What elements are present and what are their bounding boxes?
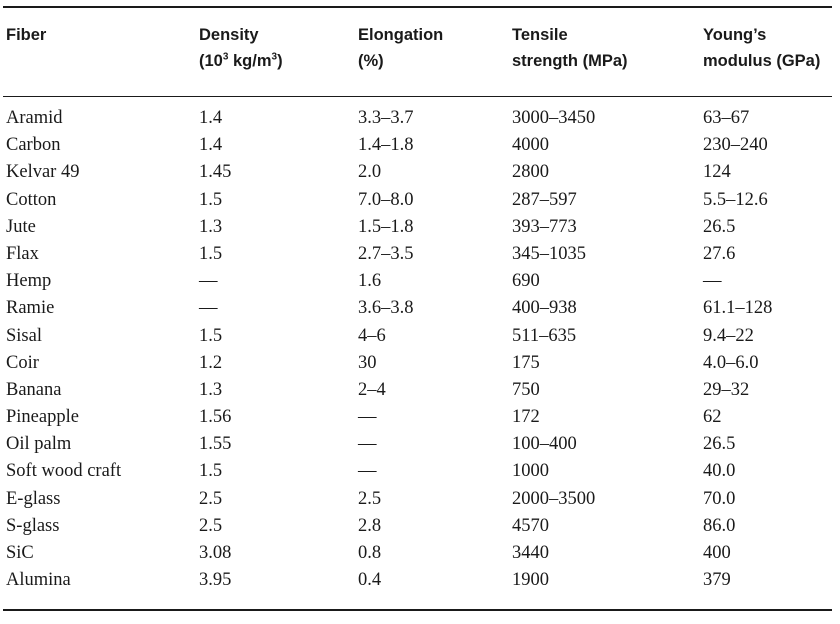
cell-youngs-modulus: 26.5 bbox=[703, 434, 736, 455]
cell-elongation: 0.8 bbox=[358, 543, 382, 563]
cell-tensile-strength: 175 bbox=[512, 352, 540, 373]
header-density bbox=[199, 22, 283, 74]
cell-elongation: — bbox=[358, 434, 377, 455]
cell-density: 1.5 bbox=[199, 189, 223, 210]
cell-fiber: Coir bbox=[6, 352, 39, 373]
table-row bbox=[0, 105, 840, 132]
cell-elongation: 2.7–3.5 bbox=[358, 243, 414, 264]
cell-tensile-strength: 172 bbox=[512, 407, 540, 428]
cell-fiber: Carbon bbox=[6, 135, 61, 156]
cell-density: 3.95 bbox=[199, 570, 232, 591]
cell-density: — bbox=[199, 271, 218, 292]
bottom-rule bbox=[3, 609, 832, 611]
cell-youngs-modulus: 4.0–6.0 bbox=[703, 352, 759, 373]
cell-youngs-modulus: 230–240 bbox=[703, 135, 768, 156]
cell-density: 2.5 bbox=[199, 488, 223, 509]
cell-density: 1.3 bbox=[199, 216, 223, 237]
cell-density: 1.4 bbox=[199, 135, 223, 156]
cell-youngs-modulus: 86.0 bbox=[703, 515, 736, 536]
cell-tensile-strength: 3000–3450 bbox=[512, 108, 596, 128]
cell-youngs-modulus: 63–67 bbox=[703, 108, 750, 128]
cell-tensile-strength: 400–938 bbox=[512, 298, 577, 319]
header-elongation-unit: (%) bbox=[358, 52, 384, 70]
cell-density: 1.5 bbox=[199, 325, 223, 346]
table-row bbox=[0, 513, 840, 540]
header-elongation bbox=[358, 22, 443, 74]
cell-youngs-modulus: 26.5 bbox=[703, 216, 736, 237]
header-density-label: Density bbox=[199, 26, 259, 44]
header-youngs-label: Young’s bbox=[703, 26, 767, 44]
cell-tensile-strength: 100–400 bbox=[512, 434, 577, 455]
cell-tensile-strength: 345–1035 bbox=[512, 243, 586, 264]
header-fiber bbox=[6, 22, 46, 48]
cell-fiber: Oil palm bbox=[6, 434, 72, 455]
cell-elongation: — bbox=[358, 407, 377, 428]
cell-elongation: 7.0–8.0 bbox=[358, 189, 414, 210]
cell-fiber: Sisal bbox=[6, 325, 42, 346]
cell-elongation: 2.0 bbox=[358, 162, 382, 183]
cell-tensile-strength: 3440 bbox=[512, 543, 549, 563]
cell-tensile-strength: 690 bbox=[512, 271, 540, 292]
cell-fiber: S-glass bbox=[6, 515, 60, 536]
cell-fiber: Pineapple bbox=[6, 407, 79, 428]
cell-density: 1.45 bbox=[199, 162, 232, 183]
header-tensile-label: Tensile bbox=[512, 26, 568, 44]
table-row bbox=[0, 377, 840, 404]
cell-elongation: 1.5–1.8 bbox=[358, 216, 414, 237]
table-row bbox=[0, 214, 840, 241]
table-row bbox=[0, 486, 840, 513]
cell-elongation: 3.6–3.8 bbox=[358, 298, 414, 319]
table-row bbox=[0, 159, 840, 186]
cell-density: 1.56 bbox=[199, 407, 232, 428]
cell-tensile-strength: 2800 bbox=[512, 162, 549, 183]
header-tensile-unit: strength (MPa) bbox=[512, 52, 628, 70]
cell-youngs-modulus: 70.0 bbox=[703, 488, 736, 509]
cell-fiber: Aramid bbox=[6, 108, 63, 128]
cell-fiber: Hemp bbox=[6, 271, 52, 292]
top-rule bbox=[3, 6, 832, 8]
table-row bbox=[0, 404, 840, 431]
cell-elongation: 2.8 bbox=[358, 515, 382, 536]
cell-density: 1.2 bbox=[199, 352, 223, 373]
table-row bbox=[0, 268, 840, 295]
cell-fiber: Alumina bbox=[6, 570, 71, 591]
cell-elongation: 1.6 bbox=[358, 271, 382, 292]
cell-tensile-strength: 1000 bbox=[512, 461, 549, 482]
cell-tensile-strength: 1900 bbox=[512, 570, 549, 591]
table-body bbox=[0, 105, 840, 594]
header-fiber-label: Fiber bbox=[6, 26, 47, 44]
cell-tensile-strength: 4570 bbox=[512, 515, 549, 536]
table-row bbox=[0, 567, 840, 594]
table-row bbox=[0, 323, 840, 350]
cell-tensile-strength: 2000–3500 bbox=[512, 488, 596, 509]
cell-fiber: Kelvar 49 bbox=[6, 162, 80, 183]
cell-fiber: Soft wood craft bbox=[6, 461, 122, 482]
cell-elongation: 2–4 bbox=[358, 379, 386, 400]
table-row bbox=[0, 295, 840, 322]
cell-youngs-modulus: 5.5–12.6 bbox=[703, 189, 768, 210]
cell-density: 1.5 bbox=[199, 243, 223, 264]
header-tensile-strength bbox=[512, 22, 628, 74]
table-row bbox=[0, 458, 840, 485]
cell-density: 2.5 bbox=[199, 515, 223, 536]
cell-youngs-modulus: 400 bbox=[703, 543, 731, 563]
table-row bbox=[0, 431, 840, 458]
cell-fiber: SiC bbox=[6, 543, 34, 563]
cell-density: 3.08 bbox=[199, 543, 232, 563]
table-row bbox=[0, 350, 840, 377]
table-row bbox=[0, 241, 840, 268]
cell-youngs-modulus: 29–32 bbox=[703, 379, 750, 400]
header-youngs-modulus bbox=[703, 22, 820, 74]
cell-youngs-modulus: — bbox=[703, 271, 722, 292]
cell-density: 1.3 bbox=[199, 379, 223, 400]
cell-density: 1.4 bbox=[199, 108, 223, 128]
cell-youngs-modulus: 40.0 bbox=[703, 461, 736, 482]
cell-youngs-modulus: 27.6 bbox=[703, 243, 736, 264]
cell-density: 1.5 bbox=[199, 461, 223, 482]
cell-elongation: 30 bbox=[358, 352, 377, 373]
cell-tensile-strength: 750 bbox=[512, 379, 540, 400]
table-row bbox=[0, 132, 840, 159]
cell-fiber: Banana bbox=[6, 379, 62, 400]
cell-youngs-modulus: 62 bbox=[703, 407, 722, 428]
cell-youngs-modulus: 124 bbox=[703, 162, 731, 183]
cell-tensile-strength: 287–597 bbox=[512, 189, 577, 210]
cell-fiber: Ramie bbox=[6, 298, 55, 319]
cell-density: 1.55 bbox=[199, 434, 232, 455]
cell-youngs-modulus: 9.4–22 bbox=[703, 325, 754, 346]
cell-fiber: Cotton bbox=[6, 189, 57, 210]
cell-elongation: 0.4 bbox=[358, 570, 382, 591]
cell-elongation: 2.5 bbox=[358, 488, 382, 509]
header-youngs-unit: modulus (GPa) bbox=[703, 52, 821, 70]
cell-tensile-strength: 4000 bbox=[512, 135, 549, 156]
cell-tensile-strength: 393–773 bbox=[512, 216, 577, 237]
cell-elongation: 3.3–3.7 bbox=[358, 108, 414, 128]
cell-elongation: 1.4–1.8 bbox=[358, 135, 414, 156]
cell-youngs-modulus: 61.1–128 bbox=[703, 298, 773, 319]
header-density-unit: ($10^3$ $kg/m^3$) bbox=[199, 51, 283, 70]
header-elongation-label: Elongation bbox=[358, 26, 444, 44]
cell-fiber: Flax bbox=[6, 243, 39, 264]
cell-density: — bbox=[199, 298, 218, 319]
table-row bbox=[0, 540, 840, 567]
cell-elongation: — bbox=[358, 461, 377, 482]
table-row bbox=[0, 187, 840, 214]
cell-fiber: E-glass bbox=[6, 488, 61, 509]
cell-fiber: Jute bbox=[6, 216, 36, 237]
cell-tensile-strength: 511–635 bbox=[512, 325, 577, 346]
header-rule bbox=[3, 96, 832, 97]
cell-youngs-modulus: 379 bbox=[703, 570, 731, 591]
cell-elongation: 4–6 bbox=[358, 325, 386, 346]
